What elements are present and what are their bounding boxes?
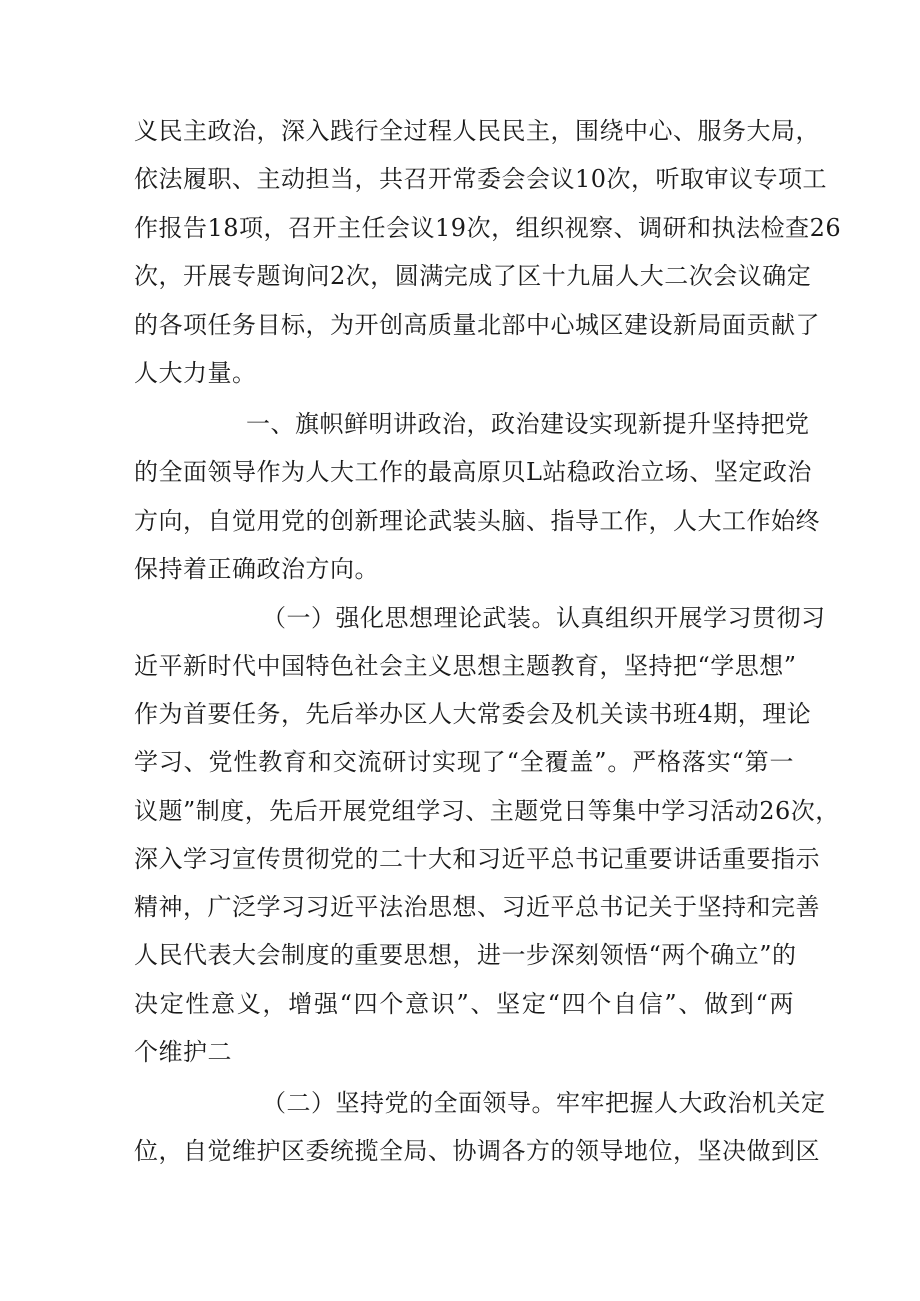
text-line: 位，自觉维护区委统揽全局、协调各方的领导地位，坚决做到区	[134, 1137, 820, 1165]
text-line: 方向，自觉用党的创新理论武装头脑、指导工作，人大工作始终	[134, 507, 820, 535]
text-line: 个维护二	[134, 1038, 232, 1066]
subsection-heading-line: （一）强化思想理论武装。认真组织开展学习贯彻习	[262, 604, 826, 632]
text-line: 的各项任务目标，为开创高质量北部中心城区建设新局面贡献了	[134, 311, 820, 339]
text-line: 精神，广泛学习习近平法治思想、习近平总书记关于坚持和完善	[134, 893, 820, 921]
section-heading-line: 一、旗帜鲜明讲政治，政治建设实现新提升坚持把党	[246, 410, 810, 438]
text-line: 深入学习宣传贯彻党的二十大和习近平总书记重要讲话重要指示	[134, 845, 820, 873]
text-line: 决定性意义，增强“四个意识”、坚定“四个自信”、做到“两	[134, 990, 794, 1018]
text-line: 议题”制度，先后开展党组学习、主题党日等集中学习活动26次，	[134, 797, 840, 825]
text-line: 保持着正确政治方向。	[134, 555, 379, 583]
text-line: 次，开展专题询问2次，圆满完成了区十九届人大二次会议确定	[134, 262, 812, 290]
text-line: 学习、党性教育和交流研讨实现了“全覆盖”。严格落实“第一	[134, 748, 794, 776]
text-line: 依法履职、主动担当，共召开常委会会议10次，听取审议专项工	[134, 165, 828, 193]
text-line: 作为首要任务，先后举办区人大常委会及机关读书班4期，理论	[134, 700, 812, 728]
subsection-heading-line: （二）坚持党的全面领导。牢牢把握人大政治机关定	[262, 1089, 826, 1117]
text-line: 义民主政治，深入践行全过程人民民主，围绕中心、服务大局，	[134, 117, 820, 145]
text-line: 的全面领导作为人大工作的最高原贝L站稳政治立场、坚定政治	[134, 458, 812, 486]
text-line: 近平新时代中国特色社会主义思想主题教育，坚持把“学思想”	[134, 652, 797, 680]
text-line: 人民代表大会制度的重要思想，进一步深刻领悟“两个确立”的	[134, 941, 797, 969]
text-line: 作报告18项，召开主任会议19次，组织视察、调研和执法检查26	[134, 214, 842, 242]
text-line: 人大力量。	[134, 359, 257, 387]
